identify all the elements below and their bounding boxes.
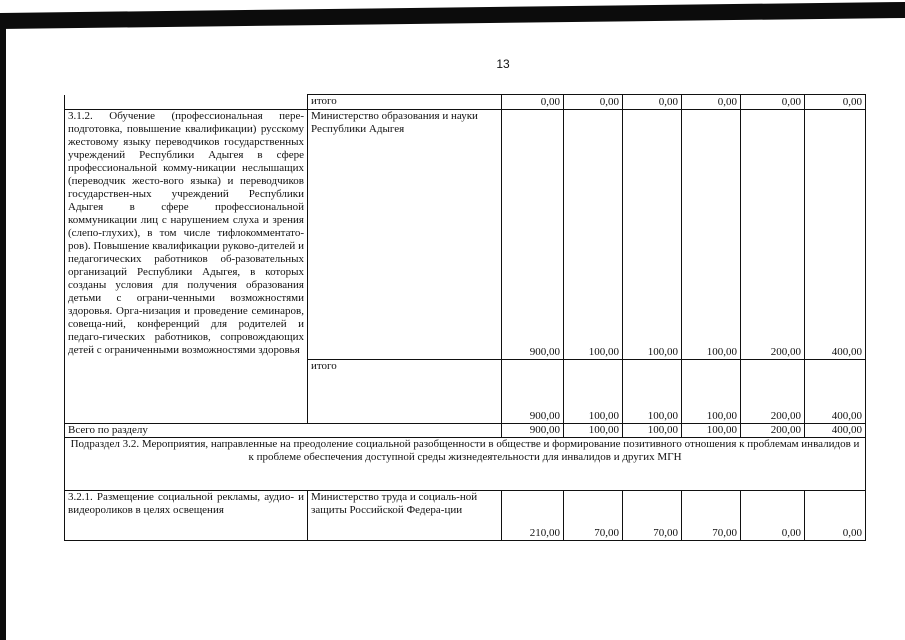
table-cell-value: 0,00 [741,95,805,110]
table-cell-description: 3.1.2. Обучение (профессиональная пере-подготовка, повышение квалификации) русскому жестовому языку переводчиков государственных учреждений Республики Адыгея в сфере профессиональной комму-никации неслышащих (переводчик жесто-вого языка) и переводчиков государствен-ных учреждений Республики Адыгея в сфере профессиональной коммуникации лиц с нарушением слуха и зрения (слепо-глухих), в том числе тифлокомментато-ров). Повышение квалификации руково-дителей и педагогических работников об-разовательных организаций Республики Адыгея, в которых созданы условия для получения образования детьми с ограни-ченными возможностями здоровья. Орга-низация и проведение семинаров, совеща-ний, конференций для родителей и педаго-гических работников, сопровождающих детей с ограниченными возможностями здоровья [65,110,308,424]
table-cell-value: 70,00 [623,491,682,541]
table-cell-description: 3.2.1. Размещение социальной рекламы, аудио- и видеороликов в целях освещения [65,491,308,541]
table-cell-value: 0,00 [682,95,741,110]
table-row-subsection-3-2 [65,438,866,491]
table-cell-value: 0,00 [623,95,682,110]
table-cell-value: 0,00 [741,491,805,541]
table-cell-value: 0,00 [805,491,866,541]
table-cell-empty [65,95,308,110]
table-row-3-2-1 [65,491,866,541]
table-cell-value: 100,00 [682,110,741,360]
table-cell-executor: Министерство образования и науки Республики Адыгея [308,110,502,360]
table-cell-value: 100,00 [564,360,623,424]
table-cell-value: 210,00 [502,491,564,541]
table-cell-value: 100,00 [623,424,682,438]
table-cell-itogo-label: итого [308,95,502,110]
subsection-heading: Подраздел 3.2. Мероприятия, направленные на преодоление социальной разобщенности в обществе и формирование позитивного отношения к проблемам инвалидов и к проблеме обеспечения доступной среды жизнедеятельности для инвалидов и других МГН [65,438,866,491]
table-cell-value: 900,00 [502,360,564,424]
table-row-section-total [65,424,866,438]
table-cell-value: 100,00 [564,110,623,360]
document-page [64,94,865,541]
table-cell-value: 100,00 [682,424,741,438]
table-cell-value: 70,00 [682,491,741,541]
table-cell-value: 70,00 [564,491,623,541]
table-row-3-1-2 [65,110,866,360]
table-cell-value: 0,00 [502,95,564,110]
table-cell-value: 100,00 [623,360,682,424]
table-cell-value: 0,00 [564,95,623,110]
table-cell-value: 200,00 [741,360,805,424]
table-cell-value: 900,00 [502,110,564,360]
table-cell-value: 200,00 [741,110,805,360]
scan-border-top [0,0,905,28]
table-cell-value: 100,00 [682,360,741,424]
table-cell-value: 400,00 [805,424,866,438]
page-number: 13 [496,57,510,71]
table-cell-executor: Министерство труда и социаль-ной защиты Российской Федера-ции [308,491,502,541]
table-cell-value: 400,00 [805,110,866,360]
table-cell-value: 200,00 [741,424,805,438]
table-cell-value: 400,00 [805,360,866,424]
table-row-itogo-top [65,95,866,110]
table-cell-value: 100,00 [564,424,623,438]
table-cell-total-label: Всего по разделу [65,424,502,438]
budget-table [64,94,866,541]
table-cell-value: 900,00 [502,424,564,438]
table-cell-value: 0,00 [805,95,866,110]
table-cell-itogo-label: итого [308,360,502,424]
table-cell-value: 100,00 [623,110,682,360]
scan-border-left [0,26,6,640]
